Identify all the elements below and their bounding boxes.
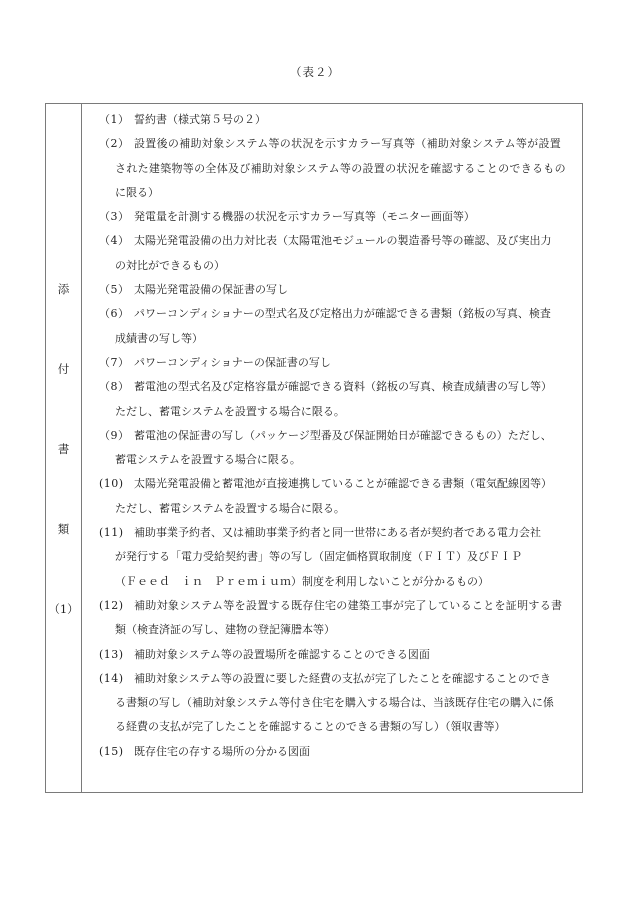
item-text: る書類の写し（補助対象システム等付き住宅を購入する場合は、当該既存住宅の購入に係	[115, 696, 554, 710]
item-text: る経費の支払が完了したことを確認することのできる書類の写し）（領収書等）	[115, 720, 506, 734]
list-item	[83, 740, 582, 764]
item-text: に限る）	[115, 185, 159, 199]
item-text: 成績書の写し等）	[115, 331, 203, 345]
item-text: 補助対象システム等を設置する既存住宅の建築工事が完了していることを証明する書	[134, 598, 563, 612]
item-text: 設置後の補助対象システム等の状況を示すカラー写真等（補助対象システム等が設置	[134, 137, 562, 151]
item-text: 補助対象システム等の設置場所を確認することのできる図面	[134, 647, 430, 661]
row-label-char: （1）	[48, 602, 79, 616]
item-text: 類（検査済証の写し、建物の登記簿謄本等）	[115, 623, 335, 637]
list-item	[83, 302, 582, 351]
item-number: (14)	[99, 671, 124, 685]
row-label-char: 書	[57, 442, 70, 456]
item-number: （5）	[99, 283, 130, 297]
item-number: （6）	[99, 307, 130, 321]
item-text: ただし、蓄電システムを設置する場合に限る。	[115, 404, 345, 418]
attachments-table	[45, 103, 583, 793]
list-item	[83, 375, 582, 424]
item-text: 蓄電システムを設置する場合に限る。	[115, 453, 301, 467]
item-number: （1）	[99, 113, 130, 126]
item-number: （2）	[99, 137, 130, 151]
row-label-char: 付	[57, 362, 70, 376]
list-item	[83, 351, 582, 375]
list-item	[83, 278, 582, 302]
item-text: 補助対象システム等の設置に要した経費の支払が完了したことを確認することのでき	[134, 671, 551, 685]
item-text: 発電量を計測する機器の状況を示すカラー写真等（モニター画面等）	[134, 210, 475, 224]
table-caption: （表２）	[290, 65, 340, 79]
item-text: ただし、蓄電システムを設置する場合に限る。	[115, 501, 345, 515]
row-label-char: 添	[57, 282, 70, 296]
list-item	[83, 108, 582, 132]
item-number: （8）	[99, 380, 130, 394]
list-item	[83, 667, 582, 740]
item-text: パワーコンディショナーの型式名及び定格出力が確認できる書類（銘板の写真、検査	[134, 307, 551, 321]
item-text: 太陽光発電設備と蓄電池が直接連携していることが確認できる書類（電気配線図等）	[134, 477, 552, 491]
list-item	[83, 424, 582, 473]
list-item	[83, 643, 582, 667]
item-text: された建築物等の全体及び補助対象システム等の設置の状況を確認することのできるもの	[115, 161, 566, 175]
list-item	[83, 132, 582, 205]
item-text: （Ｆｅｅｄ ｉｎ Ｐｒｅｍｉｕｍ）制度を利用しないことが分かるもの）	[115, 574, 489, 588]
item-number: （3）	[99, 210, 130, 224]
item-number: （4）	[99, 234, 130, 248]
item-number: (11)	[99, 526, 124, 540]
item-text: 太陽光発電設備の出力対比表（太陽電池モジュールの製造番号等の確認、及び実出力	[134, 234, 552, 248]
row-label-char: 類	[57, 522, 70, 536]
item-text: 補助事業予約者、又は補助事業予約者と同一世帯にある者が契約者である電力会社	[134, 526, 541, 540]
item-number: (12)	[99, 598, 124, 612]
item-text: 誓約書（様式第５号の２）	[134, 113, 266, 126]
item-text: が発行する「電力受給契約書」等の写し（固定価格買取制度（ＦＩＴ）及びＦＩＰ	[115, 550, 522, 564]
attachment-list	[83, 108, 582, 764]
item-text: 既存住宅の存する場所の分かる図面	[134, 744, 310, 758]
item-number: （9）	[99, 428, 130, 442]
item-text: パワーコンディショナーの保証書の写し	[134, 355, 331, 369]
row-label-column	[46, 104, 82, 792]
item-number: (15)	[99, 744, 124, 758]
item-number: (10)	[99, 477, 124, 491]
item-text: 蓄電池の型式名及び定格容量が確認できる資料（銘板の写真、検査成績書の写し等）	[134, 380, 552, 394]
list-item	[83, 521, 582, 594]
list-item	[83, 472, 582, 521]
item-number: （7）	[99, 355, 130, 369]
item-text: の対比ができるもの）	[115, 258, 225, 272]
list-item	[83, 229, 582, 278]
item-number: (13)	[99, 647, 124, 661]
item-text: 蓄電池の保証書の写し（パッケージ型番及び保証開始日が確認できるもの）ただし、	[134, 428, 552, 442]
item-text: 太陽光発電設備の保証書の写し	[134, 283, 288, 297]
list-item	[83, 594, 582, 643]
list-item	[83, 205, 582, 229]
